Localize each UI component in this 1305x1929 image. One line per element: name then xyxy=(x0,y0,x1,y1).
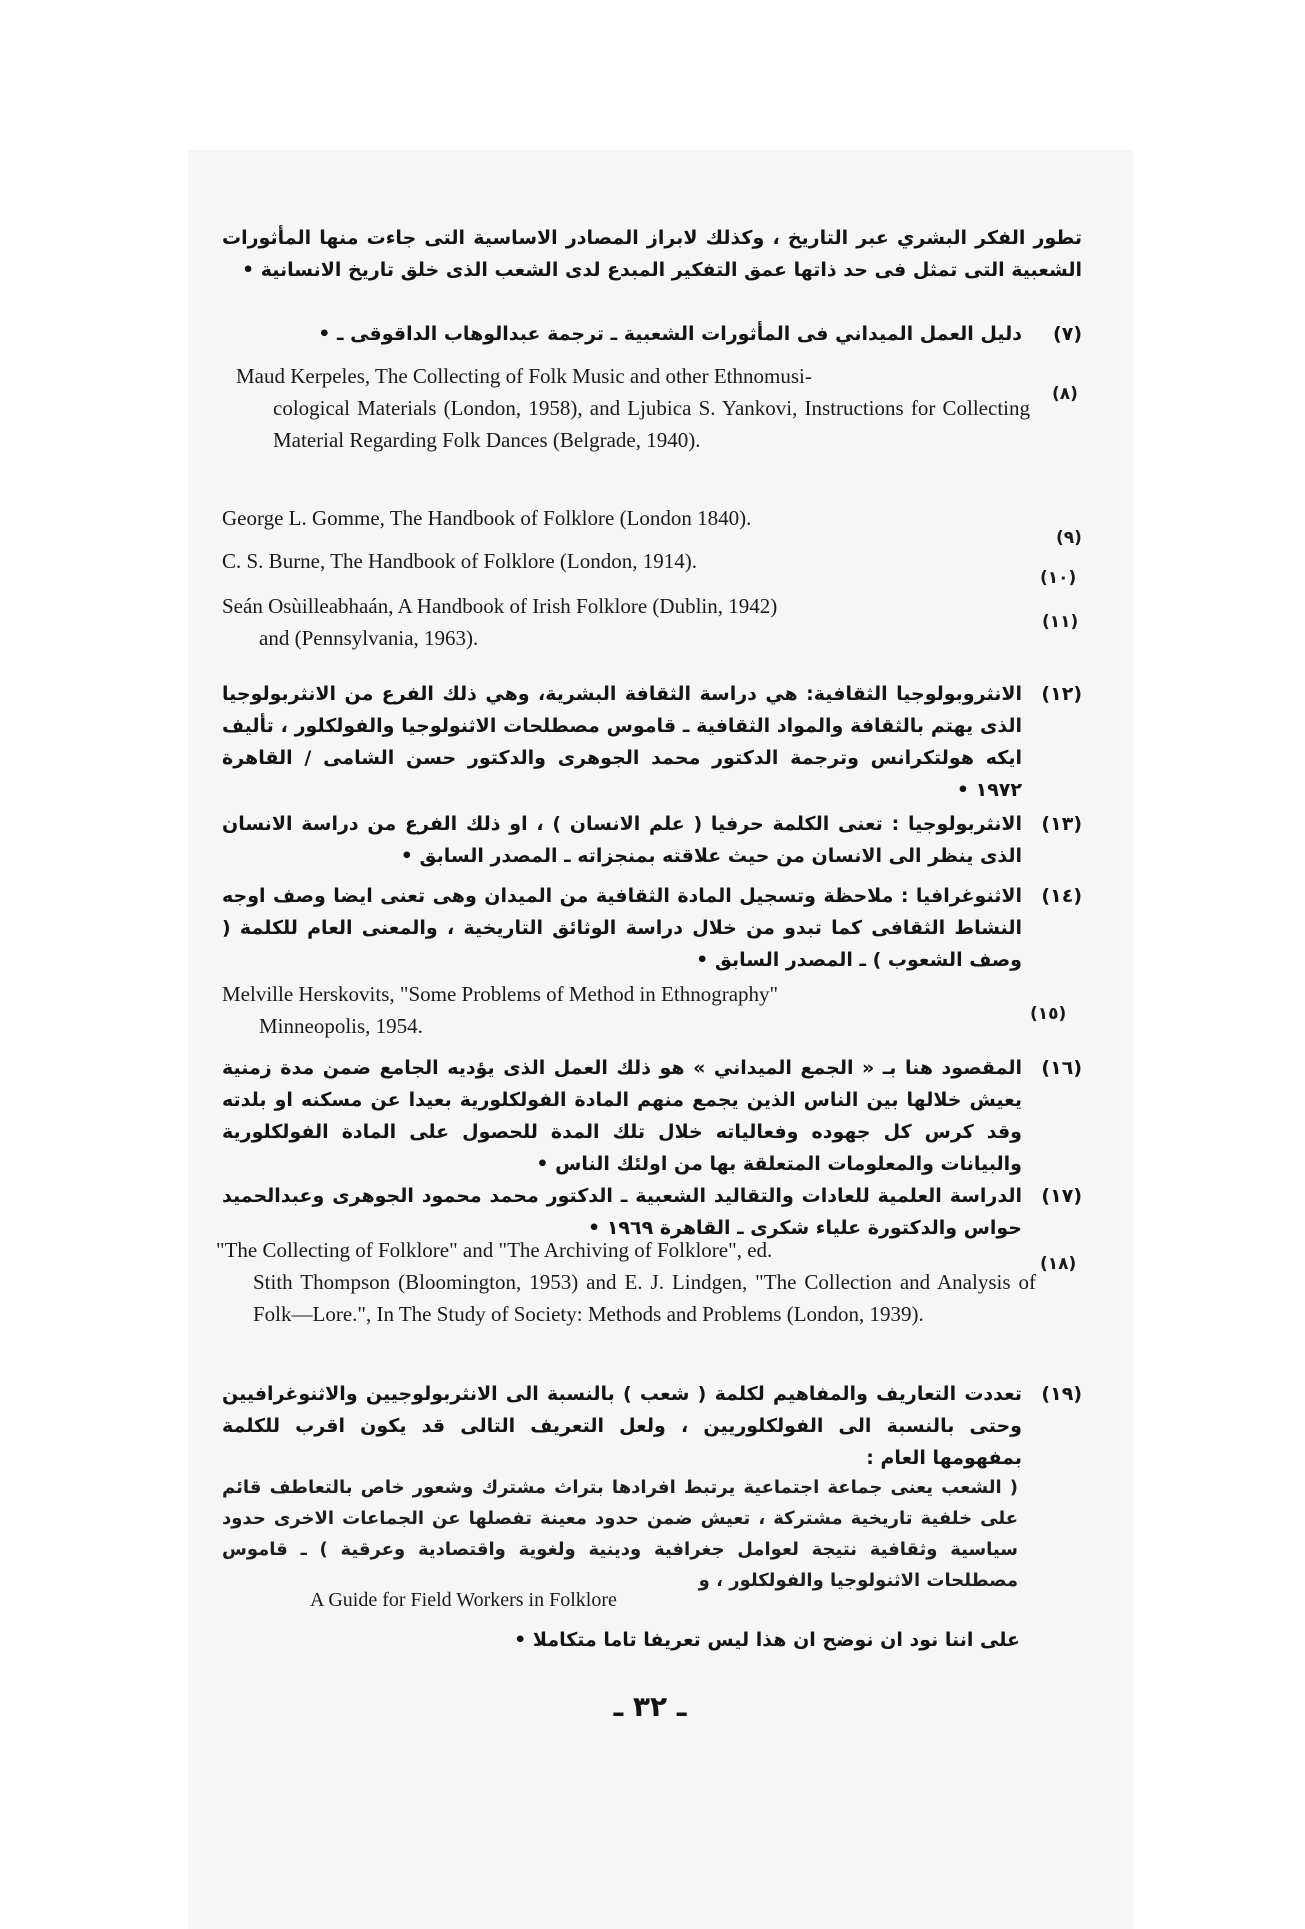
footnote-number: (١٩) xyxy=(1041,1383,1082,1405)
footnote-number-18: (١٨) xyxy=(1040,1254,1077,1274)
footnote-text: Seán Osùilleabhaán, A Handbook of Irish Folklore (Dublin, 1942) xyxy=(222,594,778,618)
footnote-text: الدراسة العلمية للعادات والتقاليد الشعبية ـ الدكتور محمد محمود الجوهرى وعبدالحميد حواس والدكتورة علياء شكرى ـ القاهرة ١٩٦٩ • xyxy=(222,1185,1022,1239)
footnote-text: تعددت التعاريف والمفاهيم لكلمة ( شعب ) بالنسبة الى الانثربولوجيين والاثنوغرافيين وحتى بالنسبة الى الفولكلوريين ، ولعل التعريف التالى قد يكون اقرب للكلمة بمفهومها العام : xyxy=(222,1383,1022,1469)
footnote-number-9: (٩) xyxy=(1056,528,1082,548)
footnote-text: Maud Kerpeles, The Collecting of Folk Music and other Ethnomusi- xyxy=(236,364,812,388)
footnote-number: (١٤) xyxy=(1041,885,1082,907)
footnote-text: المقصود هنا بـ « الجمع الميداني » هو ذلك العمل الذى يؤديه الجامع ضمن مدة زمنية يعيش خلالها بين الناس الذين يجمع منهم المادة الفولكلورية بعيدا عن مسكنه او بلدته وقد كرس كل جهوده وفعالياته خلال تلك المدة للحصول على المادة الفولكلورية والبيانات والمعلومات المتعلقة بها من اولئك الناس • xyxy=(222,1057,1022,1175)
footnote-14 xyxy=(222,880,1082,976)
footnote-text: دليل العمل الميداني فى المأثورات الشعبية ـ ترجمة عبدالوهاب الداقوقى ـ • xyxy=(318,323,1022,345)
footnote-16 xyxy=(222,1052,1082,1180)
intro-paragraph: تطور الفكر البشري عبر التاريخ ، وكذلك لابراز المصادر الاساسية التى جاءت منها المأثورات الشعبية التى تمثل فى حد ذاتها عمق التفكير المبدع لدى الشعب الذى خلق تاريخ الانسانية • xyxy=(222,227,1082,281)
footnote-12 xyxy=(222,678,1082,806)
footnote-13 xyxy=(222,808,1082,872)
footnote-18 xyxy=(216,1234,1036,1330)
footnote-number: (١٧) xyxy=(1041,1185,1082,1207)
footnote-text: George L. Gomme, The Handbook of Folklore (London 1840). xyxy=(222,506,752,530)
footnote-text: الاثنوغرافيا : ملاحظة وتسجيل المادة الثقافية من الميدان وهى تعنى ايضا وصف اوجه النشاط الثقافى كما تبدو من خلال دراسة الوثائق التاريخية ، والمعنى العام للكلمة ( وصف الشعوب ) ـ المصدر السابق • xyxy=(222,885,1022,971)
footnote-text: "The Collecting of Folklore" and "The Archiving of Folklore", ed. xyxy=(216,1238,773,1262)
footnote-8 xyxy=(236,360,1030,456)
footnote-number-8: (٨) xyxy=(1052,384,1078,404)
footnote-number-11: (١١) xyxy=(1042,612,1079,632)
footnote-15 xyxy=(222,978,1022,1042)
quote-english-title: A Guide for Field Workers in Folklore xyxy=(310,1589,617,1611)
footnote-number-15: (١٥) xyxy=(1030,1004,1067,1024)
footnote-text: الانثربولوجيا : تعنى الكلمة حرفيا ( علم الانسان ) ، او ذلك الفرع من دراسة الانسان الذى ينظر الى الانسان من حيث علاقته بمنجزاته ـ المصدر السابق • xyxy=(222,813,1022,867)
footnote-11 xyxy=(222,590,1022,654)
footnote-number-10: (١٠) xyxy=(1040,568,1077,588)
footnote-10 xyxy=(222,545,1022,577)
footnote-number: (١٢) xyxy=(1041,683,1082,705)
footnote-text: C. S. Burne, The Handbook of Folklore (London, 1914). xyxy=(222,549,697,573)
footnote-number: (١٣) xyxy=(1041,813,1082,835)
footnote-text-continued: Stith Thompson (Bloomington, 1953) and E. J. Lindgen, "The Collection and Analysis of Folk—Lore.", In The Study of Society: Methods and Problems (London, 1939). xyxy=(253,1270,1036,1326)
footnote-number: (٧) xyxy=(1053,323,1082,345)
definition-quote: ( الشعب يعنى جماعة اجتماعية يرتبط افرادها بتراث مشترك وشعور خاص بالتعاطف قائم على خلفية تاريخية مشتركة ، تعيش ضمن حدود معينة تفصلها عن الجماعات الاخرى حدود سياسية وثقافية نتيجة لعوامل جغرافية ودينية ولغوية واقتصادية وعرقية ) ـ قاموس مصطلحات الاثنولوجيا والفولكلور ، و xyxy=(222,1477,1018,1591)
footnote-19 xyxy=(222,1378,1082,1474)
footnote-text: Melville Herskovits, "Some Problems of Method in Ethnography" xyxy=(222,982,779,1006)
footnote-text-continued: Minneopolis, 1954. xyxy=(259,1014,423,1038)
footnote-9 xyxy=(222,502,1022,534)
closing-sentence: على اننا نود ان نوضح ان هذا ليس تعريفا تاما متكاملا • xyxy=(514,1629,1020,1651)
footnote-number: (١٦) xyxy=(1041,1057,1082,1079)
page-number: ـ ٣٢ ـ xyxy=(613,1690,687,1723)
footnote-text-continued: cological Materials (London, 1958), and Ljubica S. Yankovi, Instructions for Collecting Material Regarding Folk Dances (Belgrade, 1940). xyxy=(273,396,1030,452)
footnote-text-continued: and (Pennsylvania, 1963). xyxy=(259,626,479,650)
footnote-text: الانثروبولوجيا الثقافية: هي دراسة الثقافة البشرية، وهي ذلك الفرع من الانثربولوجيا الذى يهتم بالثقافة والمواد الثقافية ـ قاموس مصطلحات الاثنولوجيا والفولكلور ، تأليف ايكه هولتكرانس وترجمة الدكتور محمد الجوهرى والدكتور حسن الشامى / القاهرة ١٩٧٢ • xyxy=(222,683,1022,801)
footnote-7 xyxy=(222,318,1082,350)
